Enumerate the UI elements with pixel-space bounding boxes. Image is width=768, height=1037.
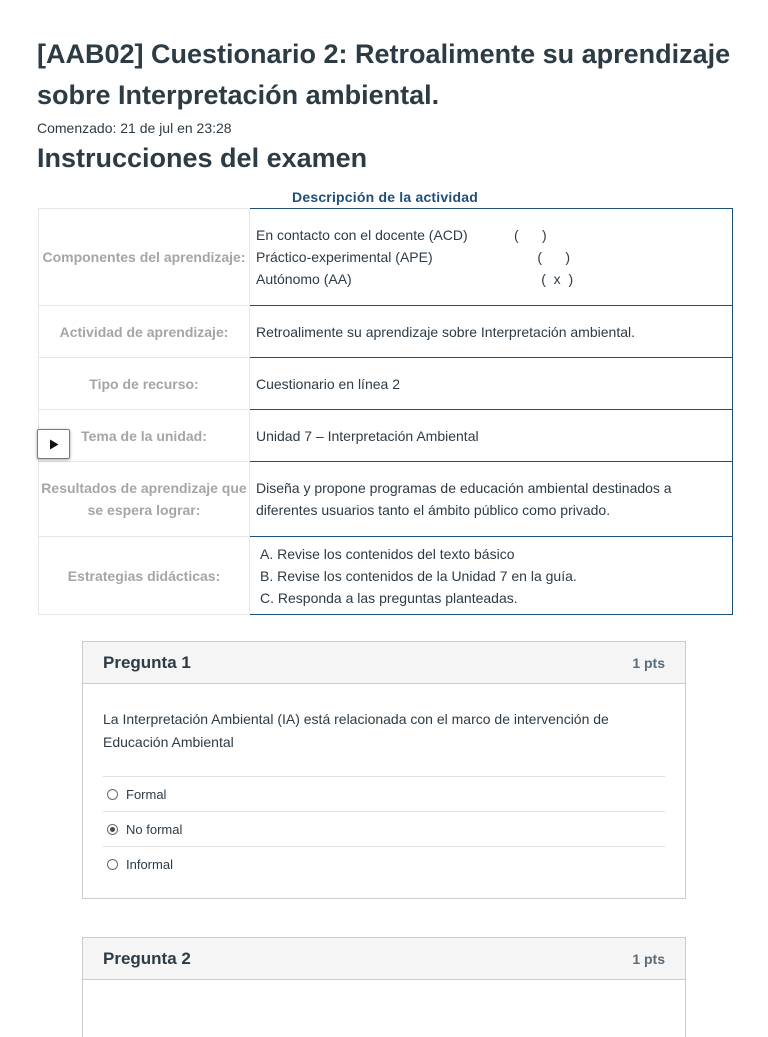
question-card xyxy=(82,641,686,899)
question-title: Pregunta 1 xyxy=(103,652,191,672)
question-title: Pregunta 2 xyxy=(103,948,191,968)
answer-option[interactable] xyxy=(103,777,665,812)
component-line xyxy=(256,246,726,268)
question-card xyxy=(82,937,686,1037)
strategies-label: Estrategias didácticas: xyxy=(39,537,250,615)
table-row-components xyxy=(39,209,733,306)
components-label: Componentes del aprendizaje: xyxy=(39,209,250,306)
instructions-heading: Instrucciones del examen xyxy=(37,143,368,173)
strategies-value xyxy=(250,537,733,615)
resource-label: Tipo de recurso: xyxy=(39,358,250,410)
question-points: 1 pts xyxy=(632,654,665,671)
activity-description-table xyxy=(38,208,733,615)
component-name: Autónomo (AA) xyxy=(256,271,352,287)
components-value xyxy=(250,209,733,306)
table-row-resource xyxy=(39,358,733,410)
component-mark: ( x ) xyxy=(514,271,574,287)
answer-label: Informal xyxy=(126,856,173,872)
activity-label: Actividad de aprendizaje: xyxy=(39,306,250,358)
component-line xyxy=(256,224,726,246)
question-points: 1 pts xyxy=(632,950,665,967)
radio-button[interactable] xyxy=(107,789,118,800)
resource-value: Cuestionario en línea 2 xyxy=(250,358,733,410)
question-header xyxy=(83,938,685,980)
question-text: La Interpretación Ambiental (IA) está relacionada con el marco de intervención de Educación Ambiental xyxy=(103,711,609,750)
radio-button-selected[interactable] xyxy=(107,824,118,835)
media-play-button[interactable] xyxy=(37,429,70,459)
question-body xyxy=(83,684,685,901)
component-mark: ( ) xyxy=(514,249,570,265)
component-mark: ( ) xyxy=(514,227,547,243)
strategy-item: C. Responda a las preguntas planteadas. xyxy=(260,589,518,606)
strategy-item: A. Revise los contenidos del texto básico xyxy=(260,545,515,562)
results-label: Resultados de aprendizaje que se espera lograr: xyxy=(39,462,250,537)
page-title: [AAB02] Cuestionario 2: Retroalimente su aprendizaje sobre Interpretación ambiental. xyxy=(37,39,731,110)
component-name: En contacto con el docente (ACD) xyxy=(256,227,468,243)
strategy-item: B. Revise los contenidos de la Unidad 7 en la guía. xyxy=(260,567,577,584)
table-row-strategies xyxy=(39,537,733,615)
table-row-unit xyxy=(39,410,733,462)
started-timestamp: Comenzado: 21 de jul en 23:28 xyxy=(37,120,232,136)
answer-option[interactable] xyxy=(103,812,665,847)
answer-label: No formal xyxy=(126,821,183,837)
activity-value: Retroalimente su aprendizaje sobre Interpretación ambiental. xyxy=(250,306,733,358)
answer-label: Formal xyxy=(126,786,167,802)
answer-list xyxy=(103,776,665,881)
unit-value: Unidad 7 – Interpretación Ambiental xyxy=(250,410,733,462)
radio-button[interactable] xyxy=(107,859,118,870)
table-row-activity xyxy=(39,306,733,358)
results-value: Diseña y propone programas de educación ambiental destinados a diferentes usuarios tanto el ámbito público como privado. xyxy=(250,462,733,537)
component-line xyxy=(256,268,726,290)
play-icon xyxy=(49,439,59,450)
table-row-results xyxy=(39,462,733,537)
component-name: Práctico-experimental (APE) xyxy=(256,249,433,265)
unit-label: Tema de la unidad: xyxy=(39,410,250,462)
question-header xyxy=(83,642,685,684)
answer-option[interactable] xyxy=(103,847,665,881)
table-caption: Descripción de la actividad xyxy=(292,189,478,205)
